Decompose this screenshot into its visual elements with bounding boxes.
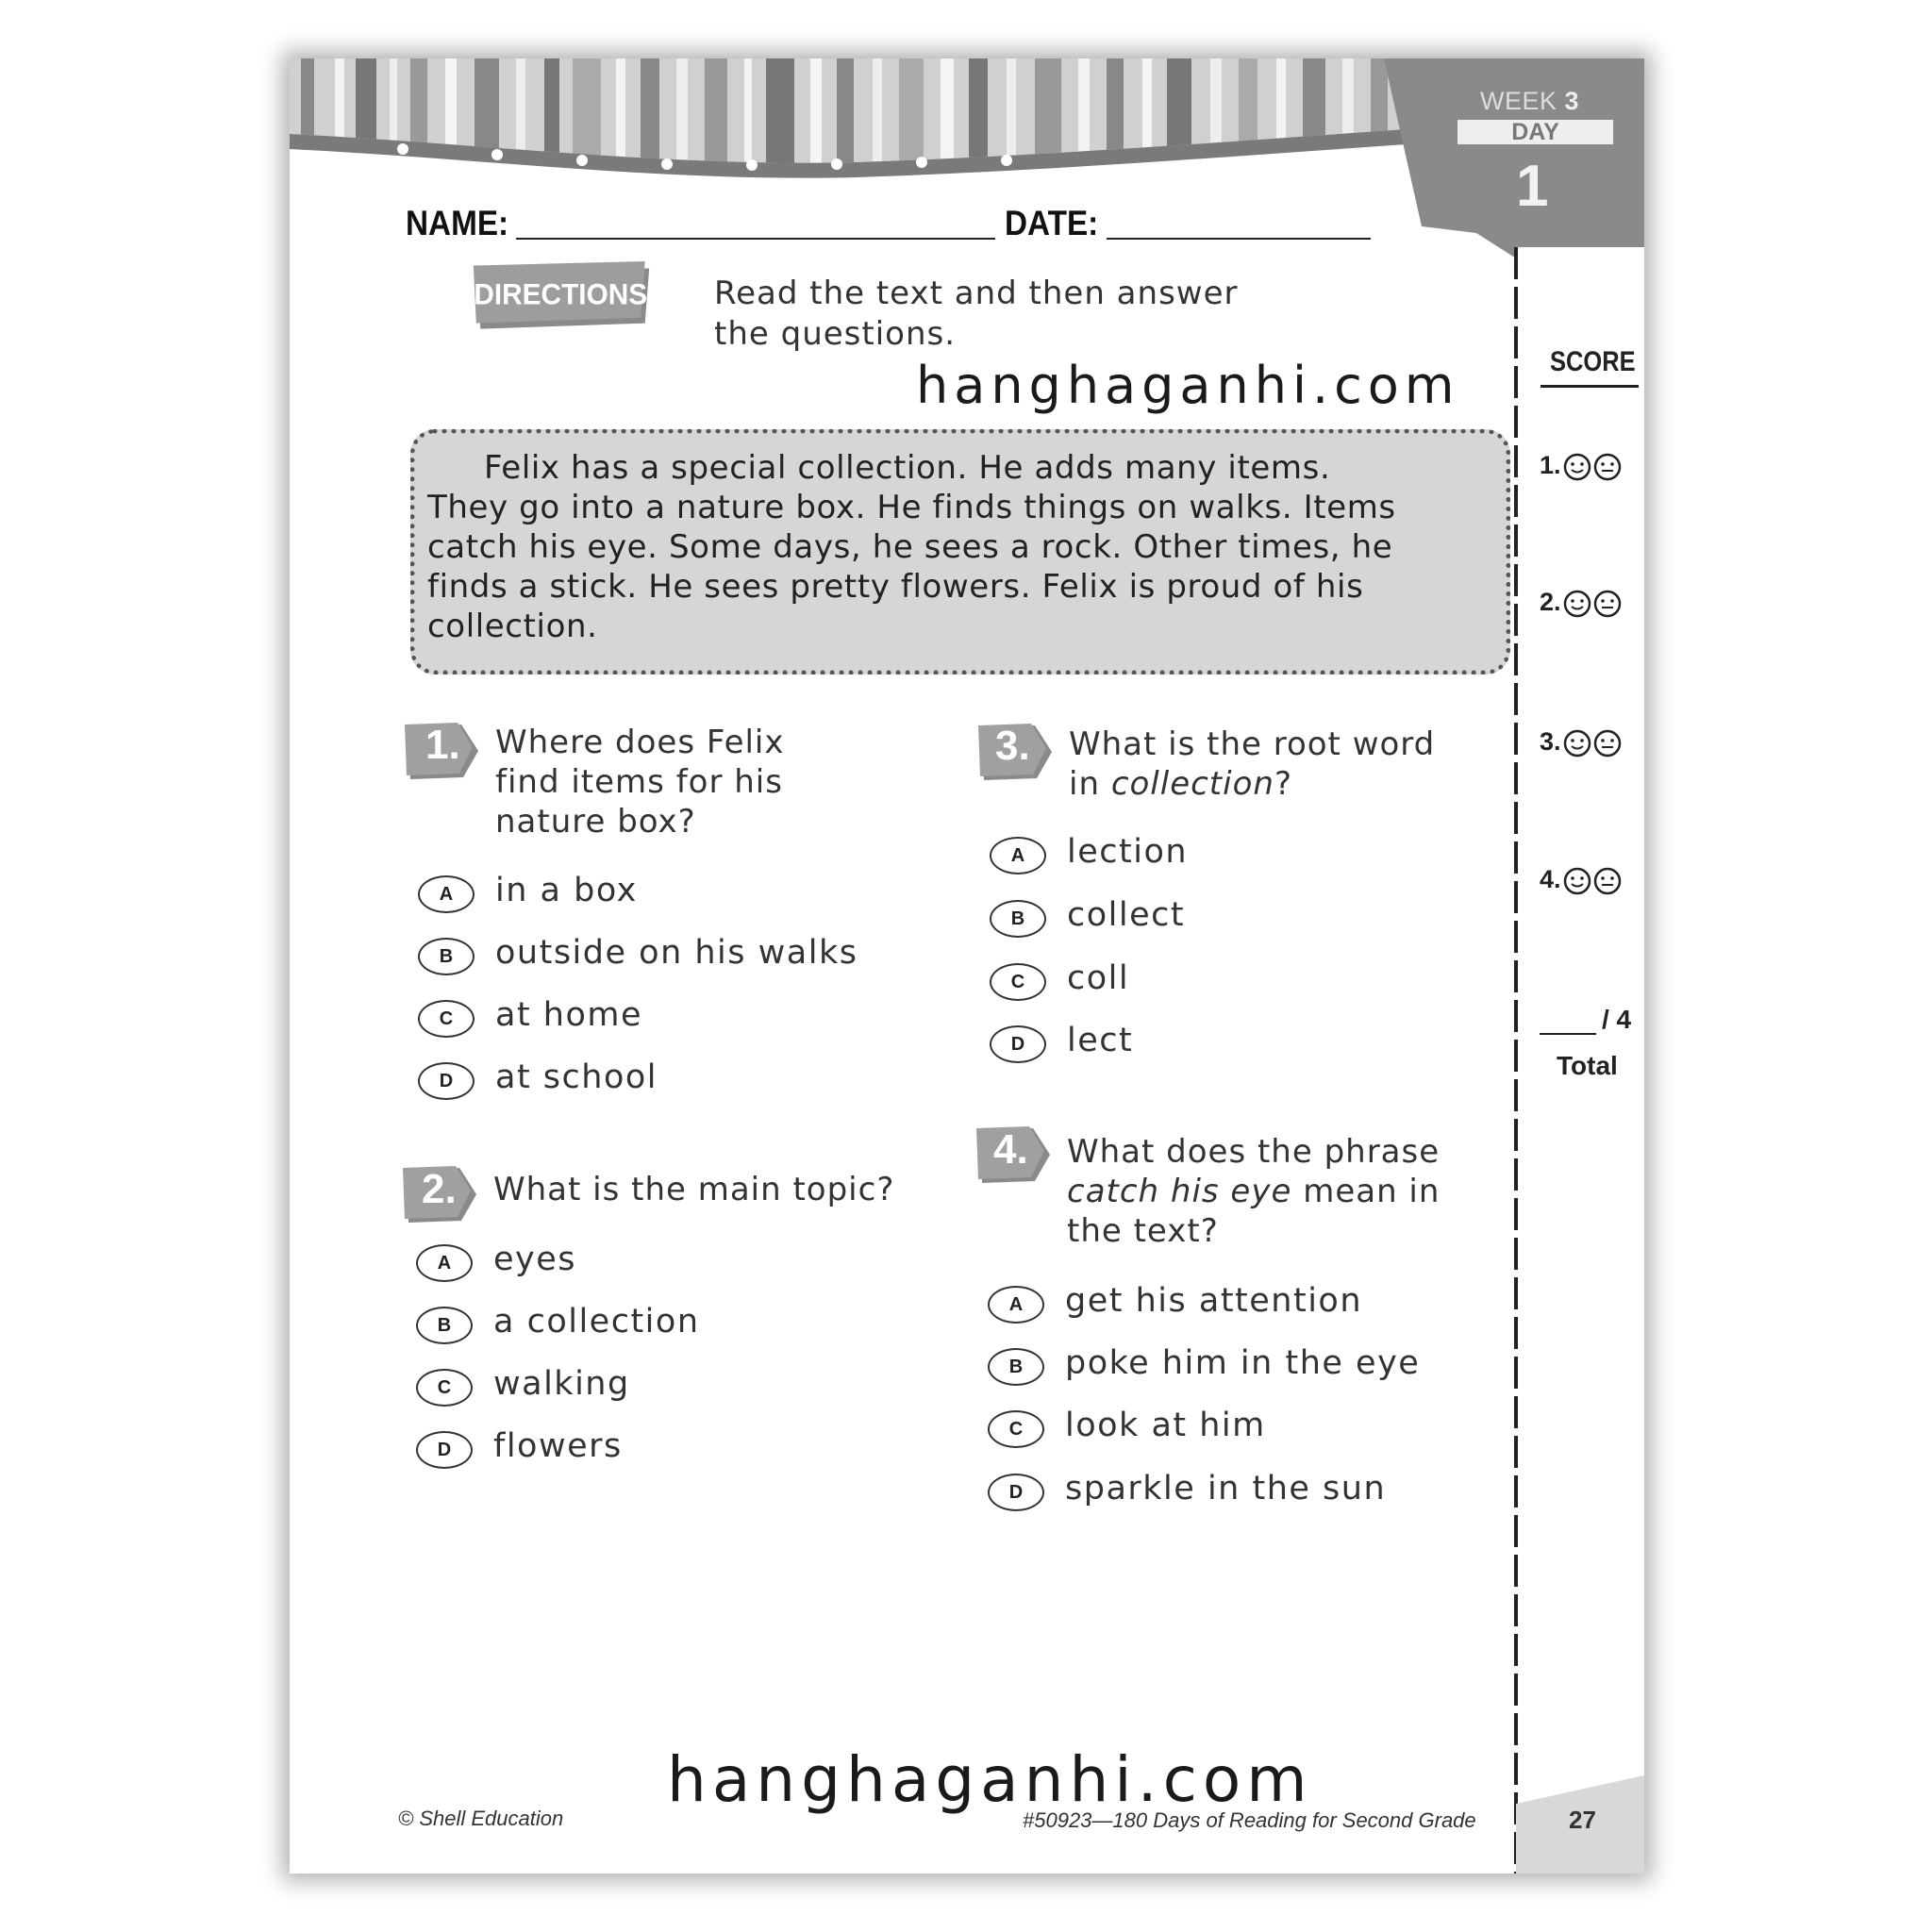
footer-copyright: © Shell Education xyxy=(398,1807,564,1830)
day-label: DAY xyxy=(1457,120,1613,144)
neutral-face-icon[interactable] xyxy=(1593,729,1622,758)
date-field[interactable] xyxy=(1107,238,1371,240)
question-1-number: 1. xyxy=(425,722,460,768)
question-4-number: 4. xyxy=(993,1126,1028,1173)
directions-tag xyxy=(443,261,679,339)
directions-tag-text: DIRECTIONS xyxy=(474,277,648,311)
score-item-2: 2. xyxy=(1540,588,1622,618)
page-number: 27 xyxy=(1569,1806,1596,1834)
worksheet-page: WEEK 3 DAY 1 NAME: DATE: DIRECTIONS Read the text and then answer the questions. hanghaganhi.com Felix has a special collection. He adds many items. They go into a nature box. He finds things on walks. Items catch his eye. Some days, he sees a rock. Other times, he finds a stick. He sees pretty flowers. Felix is proud of his collection. 1. Where does Felix find items for his nature box? A in a box B outside on his walks C at home D at school 2. What is the main topic? A eyes B a collection C walking D flowers 3. What is the root word in collection? A lection B collect C coll D lect 4. What does the phrase catch his eye mean in the text? A get his attention B poke him in the eye C look at him D sparkle in the sun SCORE 1. 2. 3. 4. / 4 Total hanghaganhi.com © Shell Education #50923—180 Days of Reading for Second Grade 27 xyxy=(290,58,1644,1874)
smiley-face-icon[interactable] xyxy=(1563,729,1591,758)
name-field[interactable] xyxy=(516,238,995,240)
day-number: 1 xyxy=(1516,154,1549,219)
watermark-top: hanghaganhi.com xyxy=(916,356,1460,415)
question-2-number: 2. xyxy=(422,1166,457,1212)
neutral-face-icon[interactable] xyxy=(1593,453,1622,481)
question-4-text: What does the phrase catch his eye mean in the text? xyxy=(1067,1133,1441,1250)
smiley-face-icon[interactable] xyxy=(1563,453,1591,481)
neutral-face-icon[interactable] xyxy=(1593,590,1622,618)
total-label: Total xyxy=(1557,1051,1618,1080)
score-underline xyxy=(1541,385,1639,388)
sidebar-dashed-rule xyxy=(1514,247,1518,1874)
smiley-face-icon[interactable] xyxy=(1563,867,1591,895)
score-label: SCORE xyxy=(1550,346,1636,377)
question-3-number: 3. xyxy=(995,723,1030,769)
smiley-face-icon[interactable] xyxy=(1563,590,1591,618)
week-label: WEEK 3 xyxy=(1480,87,1580,115)
watermark-bottom: hanghaganhi.com xyxy=(667,1743,1313,1816)
question-2-text: What is the main topic? xyxy=(493,1171,895,1208)
score-item-3: 3. xyxy=(1540,727,1622,758)
total-score-field[interactable]: / 4 xyxy=(1540,1005,1631,1035)
question-1-text: Where does Felix find items for his nature box? xyxy=(495,724,785,841)
score-item-4: 4. xyxy=(1540,865,1622,895)
name-label: NAME: xyxy=(406,204,509,242)
directions-text: Read the text and then answer the questions. xyxy=(714,275,1239,353)
score-item-1: 1. xyxy=(1540,451,1622,481)
date-label: DATE: xyxy=(1005,204,1099,242)
footer-book-title: #50923—180 Days of Reading for Second Grade xyxy=(1023,1808,1476,1832)
question-3-text: What is the root word in collection? xyxy=(1069,725,1436,803)
passage-text: Felix has a special collection. He adds many items. They go into a nature box. He finds things on walks. Items catch his eye. Some days, he sees a rock. Other times, he finds a stick. He sees pretty flowers. Felix is proud of his collection. xyxy=(427,449,1396,645)
neutral-face-icon[interactable] xyxy=(1593,867,1622,895)
